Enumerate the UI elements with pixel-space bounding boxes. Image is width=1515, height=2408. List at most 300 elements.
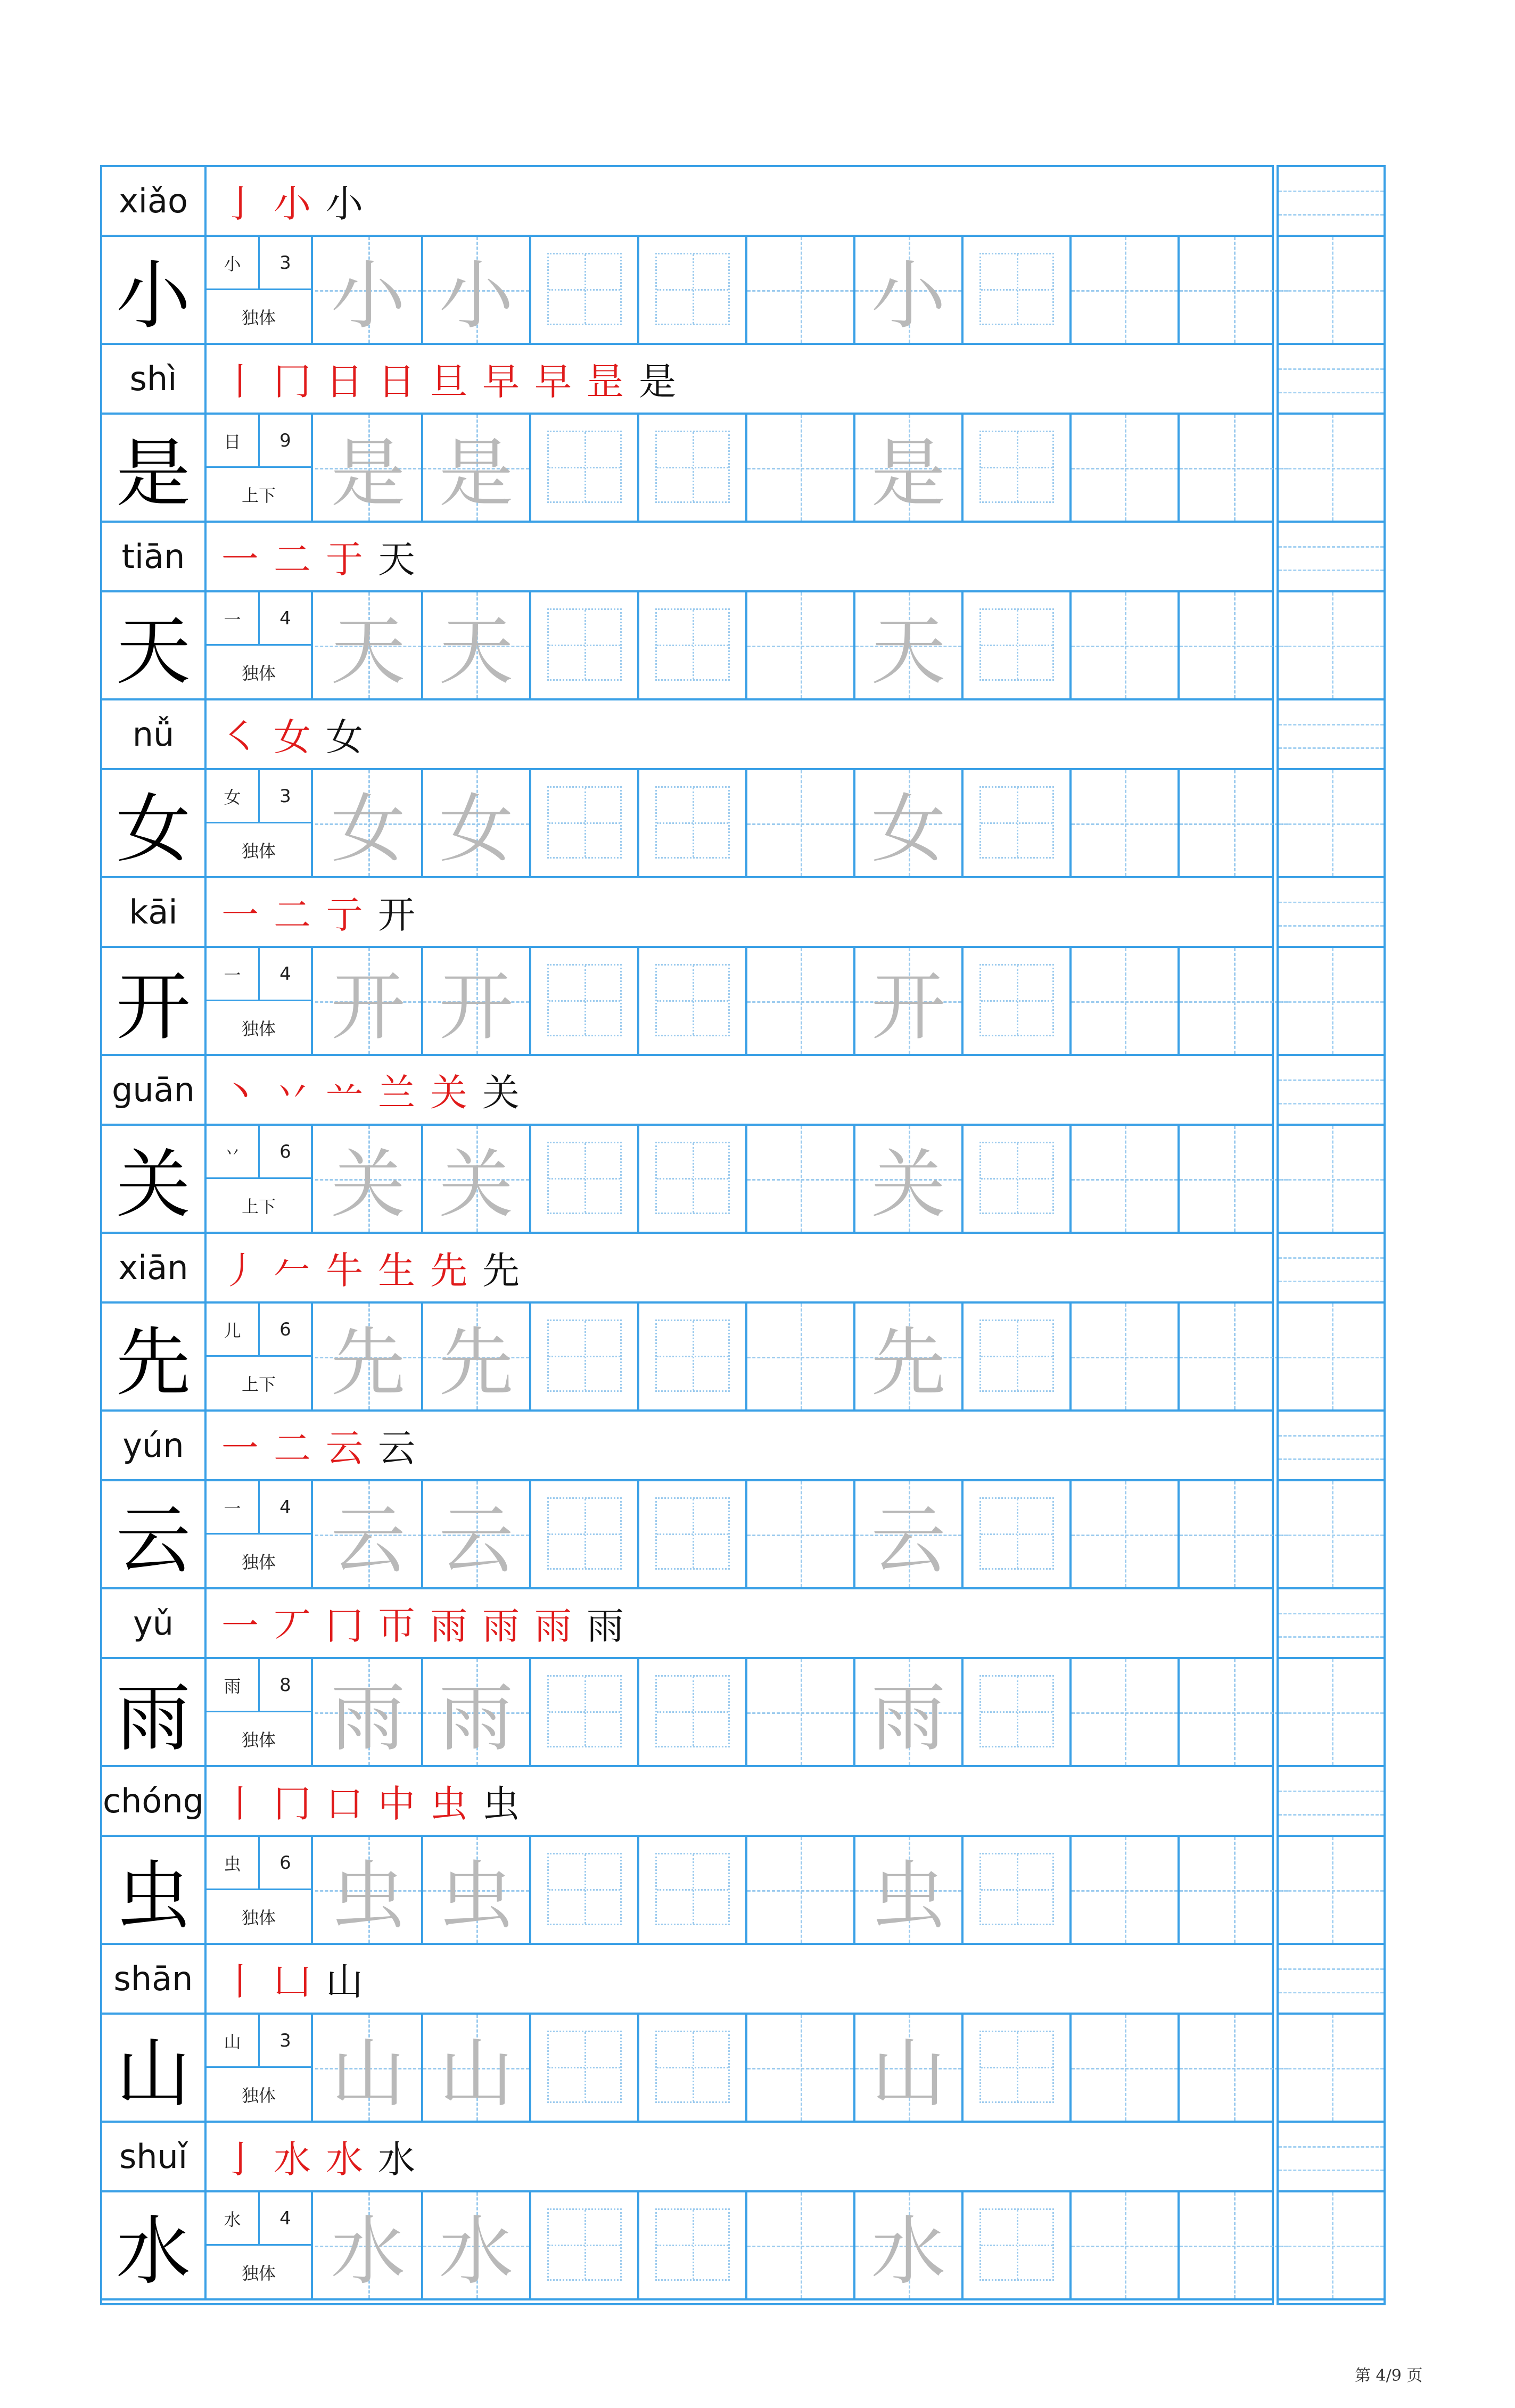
writing-box[interactable] [964, 415, 1072, 521]
writing-box[interactable] [531, 2015, 639, 2121]
writing-box[interactable] [855, 1659, 964, 1765]
model-character: 虫 [102, 1837, 207, 1943]
pinyin-label: yǔ [102, 1589, 207, 1657]
stroke-step: 关 [430, 1071, 467, 1115]
trace-character: 云 [439, 1497, 514, 1584]
writing-box[interactable] [1072, 2192, 1180, 2298]
side-guide-line [1279, 724, 1384, 725]
writing-box[interactable] [531, 770, 639, 876]
inner-guide [547, 786, 622, 859]
writing-box[interactable] [1072, 1659, 1180, 1765]
writing-box[interactable] [315, 1659, 423, 1765]
writing-box[interactable] [423, 1659, 531, 1765]
writing-box[interactable] [964, 237, 1072, 343]
writing-box[interactable] [747, 1481, 855, 1587]
writing-box[interactable] [747, 237, 855, 343]
guide-line-horizontal [1180, 1890, 1288, 1892]
side-row-border [1279, 1587, 1384, 1589]
writing-box[interactable] [315, 237, 423, 343]
model-character: 天 [102, 592, 207, 698]
guide-line-horizontal [747, 468, 853, 469]
stroke-count-cell: 3 [260, 2015, 311, 2068]
side-guide-vertical [1332, 2015, 1333, 2121]
stroke-step: 先 [430, 1249, 467, 1292]
writing-box[interactable] [531, 1481, 639, 1587]
side-guide-line [1279, 1435, 1384, 1437]
guide-line-horizontal [1072, 468, 1178, 469]
writing-box[interactable] [855, 1304, 964, 1409]
trace-character: 云 [871, 1497, 946, 1584]
writing-box[interactable] [964, 1481, 1072, 1587]
stroke-order [221, 345, 676, 413]
writing-box[interactable] [855, 2192, 964, 2298]
inner-guide [655, 253, 730, 325]
writing-box[interactable] [423, 1304, 531, 1409]
pinyin-label: shuǐ [102, 2123, 207, 2190]
writing-box[interactable] [1072, 1837, 1180, 1943]
stroke-step: 昰 [587, 360, 624, 403]
guide-line-horizontal [747, 1001, 853, 1003]
character-info [207, 1126, 313, 1232]
inner-guide [547, 964, 622, 1036]
writing-box[interactable] [964, 1659, 1072, 1765]
stroke-step: 水 [274, 2138, 311, 2181]
side-guide-line [1279, 392, 1384, 393]
stroke-count-cell: 4 [260, 1481, 311, 1535]
writing-box[interactable] [855, 770, 964, 876]
side-guide-line [1279, 570, 1384, 571]
side-guide-vertical [1332, 1481, 1333, 1587]
side-guide-line [1279, 1890, 1384, 1892]
stroke-count-cell: 4 [260, 948, 311, 1001]
side-guide-line [1279, 1103, 1384, 1104]
stroke-step: 是 [639, 360, 676, 403]
trace-character: 开 [439, 964, 514, 1051]
pinyin-row [102, 700, 1272, 770]
trace-character: 是 [871, 431, 946, 517]
inner-guide [655, 1853, 730, 1925]
trace-character: 山 [331, 2031, 406, 2117]
guide-line-horizontal [1180, 1712, 1288, 1714]
writing-box[interactable] [1180, 1837, 1288, 1943]
stroke-step: 凵 [274, 1960, 311, 2003]
writing-box[interactable] [315, 1481, 423, 1587]
side-guide-line [1279, 546, 1384, 548]
guide-line-horizontal [1072, 2068, 1178, 2069]
writing-box[interactable] [855, 2015, 964, 2121]
writing-box[interactable] [531, 592, 639, 698]
inner-guide [547, 608, 622, 681]
stroke-order [221, 878, 415, 946]
character-info [207, 948, 313, 1054]
writing-box[interactable] [1072, 2015, 1180, 2121]
pinyin-label: guān [102, 1056, 207, 1124]
side-margin-grid [1277, 165, 1386, 2305]
model-character: 云 [102, 1481, 207, 1587]
trace-character: 虫 [331, 1853, 406, 1940]
guide-line-horizontal [1180, 2068, 1288, 2069]
writing-box[interactable] [964, 948, 1072, 1054]
side-guide-vertical [1332, 1126, 1333, 1232]
side-guide-line [1279, 468, 1384, 469]
character-info [207, 1304, 313, 1409]
stroke-step: 关 [482, 1071, 520, 1115]
writing-box[interactable] [315, 1837, 423, 1943]
stroke-step: 雨 [534, 1604, 572, 1648]
guide-line-horizontal [747, 1712, 853, 1714]
side-row-border [1279, 2121, 1384, 2123]
guide-line-horizontal [1180, 2246, 1288, 2247]
guide-line-horizontal [1072, 1890, 1178, 1892]
stroke-order [221, 1056, 520, 1124]
stroke-step: 丆 [274, 1604, 311, 1648]
guide-line-horizontal [1072, 1001, 1178, 1003]
trace-character: 水 [439, 2208, 514, 2295]
writing-box[interactable] [1072, 1481, 1180, 1587]
pinyin-row [102, 878, 1272, 948]
stroke-step: 冂 [274, 360, 311, 403]
writing-box[interactable] [1180, 237, 1288, 343]
guide-line-horizontal [1072, 1179, 1178, 1181]
stroke-order [221, 1767, 520, 1835]
stroke-step: 䒑 [326, 1071, 363, 1115]
side-row-border [1279, 698, 1384, 700]
writing-box[interactable] [964, 770, 1072, 876]
guide-line-horizontal [747, 1890, 853, 1892]
writing-box[interactable] [747, 1659, 855, 1765]
stroke-step: 一 [221, 1426, 259, 1470]
writing-box[interactable] [531, 1304, 639, 1409]
radical-cell: 一 [207, 592, 260, 646]
side-guide-line [1279, 2068, 1384, 2069]
model-character: 小 [102, 237, 207, 343]
writing-box[interactable] [315, 948, 423, 1054]
character-row [102, 770, 1272, 878]
writing-box[interactable] [1072, 1304, 1180, 1409]
side-row-border [1279, 1124, 1384, 1126]
stroke-step: 早 [534, 360, 572, 403]
side-guide-vertical [1332, 592, 1333, 698]
stroke-count-cell: 9 [260, 415, 311, 468]
stroke-step: 冂 [326, 1604, 363, 1648]
trace-character: 虫 [439, 1853, 514, 1940]
writing-box[interactable] [855, 415, 964, 521]
character-info [207, 1659, 313, 1765]
guide-line-horizontal [1072, 646, 1178, 647]
trace-character: 关 [331, 1142, 406, 1228]
writing-box[interactable] [855, 1126, 964, 1232]
writing-box[interactable] [315, 415, 423, 521]
writing-box[interactable] [531, 1837, 639, 1943]
trace-character: 女 [871, 786, 946, 873]
guide-line-horizontal [1180, 468, 1288, 469]
stroke-step: 冂 [274, 1782, 311, 1826]
writing-box[interactable] [639, 592, 747, 698]
stroke-step: 生 [378, 1249, 415, 1292]
pinyin-row [102, 1412, 1272, 1481]
writing-box[interactable] [423, 415, 531, 521]
writing-box[interactable] [1072, 770, 1180, 876]
model-character: 是 [102, 415, 207, 521]
writing-box[interactable] [747, 2015, 855, 2121]
writing-box[interactable] [315, 770, 423, 876]
side-guide-line [1279, 747, 1384, 749]
trace-character: 小 [439, 253, 514, 340]
guide-line-horizontal [1072, 290, 1178, 292]
writing-box[interactable] [423, 1837, 531, 1943]
writing-box[interactable] [964, 2015, 1072, 2121]
guide-line-horizontal [747, 2068, 853, 2069]
radical-cell: 女 [207, 770, 260, 823]
side-guide-line [1279, 1535, 1384, 1536]
inner-guide [979, 431, 1054, 503]
practice-grid [100, 165, 1274, 2305]
writing-box[interactable] [747, 948, 855, 1054]
stroke-step: 于 [326, 538, 363, 581]
trace-character: 天 [871, 608, 946, 695]
structure-cell: 独体 [241, 663, 276, 683]
trace-character: 雨 [439, 1675, 514, 1762]
writing-box[interactable] [855, 592, 964, 698]
inner-guide [655, 1142, 730, 1214]
writing-box[interactable] [747, 415, 855, 521]
writing-box[interactable] [315, 2015, 423, 2121]
trace-character: 雨 [331, 1675, 406, 1762]
inner-guide [547, 1497, 622, 1570]
writing-box[interactable] [964, 1837, 1072, 1943]
stroke-step: 雨 [587, 1604, 624, 1648]
pinyin-label: nǚ [102, 700, 207, 768]
writing-box[interactable] [531, 948, 639, 1054]
writing-box[interactable] [1072, 592, 1180, 698]
writing-box[interactable] [747, 770, 855, 876]
side-guide-line [1279, 646, 1384, 647]
side-row-border [1279, 1943, 1384, 1945]
writing-box[interactable] [964, 1304, 1072, 1409]
inner-guide [547, 1675, 622, 1747]
stroke-order [221, 2123, 415, 2190]
radical-cell: 日 [207, 415, 260, 468]
writing-box[interactable] [964, 1126, 1072, 1232]
side-row-border [1279, 590, 1384, 592]
writing-box[interactable] [639, 2015, 747, 2121]
side-guide-line [1279, 1992, 1384, 1993]
writing-box[interactable] [1180, 2192, 1288, 2298]
trace-character: 是 [439, 431, 514, 517]
writing-box[interactable] [747, 1126, 855, 1232]
writing-box[interactable] [639, 237, 747, 343]
pinyin-row [102, 523, 1272, 592]
stroke-count-cell: 8 [260, 1659, 311, 1712]
inner-guide [547, 1142, 622, 1214]
writing-box[interactable] [964, 592, 1072, 698]
character-info [207, 1481, 313, 1587]
writing-box[interactable] [531, 237, 639, 343]
writing-box[interactable] [747, 1304, 855, 1409]
side-guide-vertical [1332, 1659, 1333, 1765]
stroke-order [221, 523, 415, 590]
writing-box[interactable] [747, 2192, 855, 2298]
side-row-border [1279, 1232, 1384, 1234]
guide-line-horizontal [1180, 646, 1288, 647]
writing-box[interactable] [1180, 948, 1288, 1054]
side-row-border [1279, 2013, 1384, 2015]
stroke-step: 山 [326, 1960, 363, 2003]
model-character: 水 [102, 2192, 207, 2298]
side-row-border [1279, 946, 1384, 948]
writing-box[interactable] [1072, 237, 1180, 343]
writing-box[interactable] [639, 1837, 747, 1943]
inner-guide [979, 1142, 1054, 1214]
side-guide-line [1279, 1257, 1384, 1259]
writing-box[interactable] [423, 237, 531, 343]
writing-box[interactable] [423, 1481, 531, 1587]
side-guide-line [1279, 1281, 1384, 1282]
writing-box[interactable] [747, 592, 855, 698]
stroke-step: 亍 [326, 893, 363, 937]
writing-box[interactable] [639, 415, 747, 521]
writing-box[interactable] [423, 2015, 531, 2121]
writing-box[interactable] [423, 770, 531, 876]
stroke-order [221, 1412, 415, 1479]
stroke-step: 一 [221, 893, 259, 937]
writing-box[interactable] [531, 2192, 639, 2298]
side-row-border [1279, 235, 1384, 237]
stroke-count-cell: 3 [260, 237, 311, 290]
writing-box[interactable] [639, 1304, 747, 1409]
inner-guide [979, 786, 1054, 859]
pinyin-row [102, 1234, 1272, 1304]
writing-box[interactable] [639, 1126, 747, 1232]
guide-line-horizontal [1072, 2246, 1178, 2247]
pinyin-label: chóng [102, 1767, 207, 1835]
side-row-border [1279, 521, 1384, 523]
side-guide-line [1279, 1712, 1384, 1714]
pinyin-row [102, 345, 1272, 415]
guide-line-horizontal [747, 290, 853, 292]
writing-box[interactable] [531, 415, 639, 521]
stroke-step: 丷 [274, 1071, 311, 1115]
guide-line-horizontal [747, 823, 853, 825]
side-row-border [1279, 1479, 1384, 1481]
guide-line-horizontal [1180, 1179, 1288, 1181]
guide-line-horizontal [1072, 1535, 1178, 1536]
character-row [102, 415, 1272, 523]
inner-guide [655, 964, 730, 1036]
character-row [102, 1837, 1272, 1945]
writing-box[interactable] [1072, 415, 1180, 521]
trace-character: 关 [439, 1142, 514, 1228]
writing-box[interactable] [639, 1659, 747, 1765]
writing-box[interactable] [315, 2192, 423, 2298]
model-character: 关 [102, 1126, 207, 1232]
stroke-order [221, 167, 363, 235]
writing-box[interactable] [1180, 2015, 1288, 2121]
writing-box[interactable] [747, 1837, 855, 1943]
inner-guide [547, 253, 622, 325]
side-row-border [1279, 1409, 1384, 1412]
writing-box[interactable] [423, 1126, 531, 1232]
writing-box[interactable] [531, 1659, 639, 1765]
writing-box[interactable] [1072, 948, 1180, 1054]
writing-box[interactable] [315, 1304, 423, 1409]
side-guide-vertical [1332, 948, 1333, 1054]
guide-line-horizontal [747, 646, 853, 647]
pinyin-label: shān [102, 1945, 207, 2013]
writing-box[interactable] [855, 948, 964, 1054]
writing-box[interactable] [855, 237, 964, 343]
writing-box[interactable] [639, 770, 747, 876]
stroke-step: 兰 [378, 1071, 415, 1115]
writing-box[interactable] [855, 1481, 964, 1587]
writing-box[interactable] [1180, 1659, 1288, 1765]
page-number: 第 4/9 页 [1355, 2366, 1423, 2385]
inner-guide [979, 2031, 1054, 2103]
stroke-step: 牛 [326, 1249, 363, 1292]
stroke-step: ㇛ [221, 715, 259, 759]
trace-character: 开 [331, 964, 406, 1051]
writing-box[interactable] [531, 1126, 639, 1232]
trace-character: 小 [871, 253, 946, 340]
side-guide-vertical [1332, 1304, 1333, 1409]
stroke-count-cell: 3 [260, 770, 311, 823]
side-row-border [1279, 343, 1384, 345]
stroke-order [221, 1945, 363, 2013]
writing-box[interactable] [423, 592, 531, 698]
writing-box[interactable] [315, 1126, 423, 1232]
writing-box[interactable] [1180, 415, 1288, 521]
writing-box[interactable] [423, 948, 531, 1054]
character-row [102, 1304, 1272, 1412]
writing-box[interactable] [315, 592, 423, 698]
structure-cell: 上下 [241, 485, 276, 506]
writing-box[interactable] [1180, 592, 1288, 698]
writing-box[interactable] [423, 2192, 531, 2298]
inner-guide [655, 2208, 730, 2281]
writing-box[interactable] [964, 2192, 1072, 2298]
character-row [102, 948, 1272, 1056]
guide-line-horizontal [1180, 290, 1288, 292]
writing-box[interactable] [855, 1837, 964, 1943]
stroke-step: 虫 [430, 1782, 467, 1826]
inner-guide [979, 1497, 1054, 1570]
writing-box[interactable] [639, 2192, 747, 2298]
writing-box[interactable] [1180, 770, 1288, 876]
writing-box[interactable] [1180, 1126, 1288, 1232]
side-guide-line [1279, 925, 1384, 927]
structure-cell: 独体 [241, 2263, 276, 2283]
guide-line-horizontal [1180, 1357, 1288, 1358]
writing-box[interactable] [1072, 1126, 1180, 1232]
stroke-step: 一 [221, 538, 259, 581]
writing-box[interactable] [1180, 1304, 1288, 1409]
stroke-step: 天 [378, 538, 415, 581]
side-guide-line [1279, 902, 1384, 903]
writing-box[interactable] [639, 948, 747, 1054]
side-row-border [1279, 1301, 1384, 1304]
guide-line-horizontal [1180, 1001, 1288, 1003]
guide-line-horizontal [747, 1535, 853, 1536]
trace-character: 是 [331, 431, 406, 517]
stroke-count-cell: 6 [260, 1126, 311, 1179]
character-info [207, 592, 313, 698]
stroke-step: 先 [482, 1249, 520, 1292]
writing-box[interactable] [639, 1481, 747, 1587]
character-row [102, 592, 1272, 700]
writing-box[interactable] [1180, 1481, 1288, 1587]
radical-cell: 一 [207, 1481, 260, 1535]
guide-line-horizontal [747, 1357, 853, 1358]
